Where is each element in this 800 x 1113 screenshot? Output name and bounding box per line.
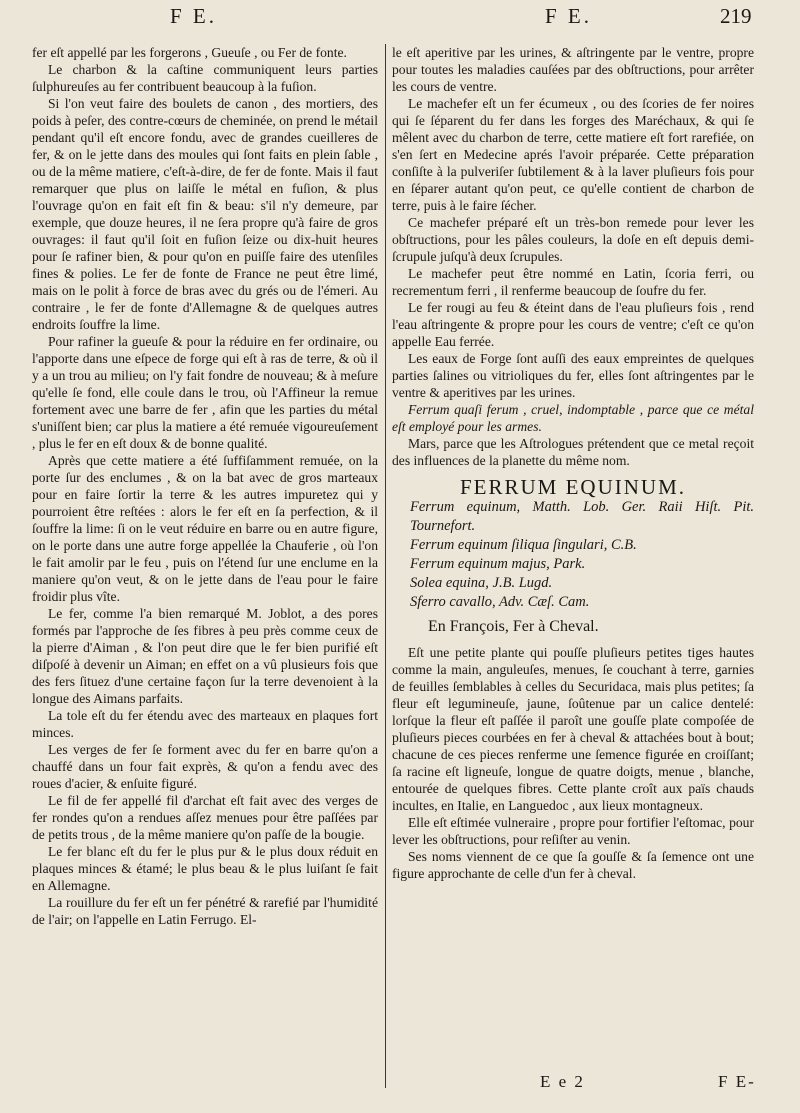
paragraph: Si l'on veut faire des boulets de canon , des mortiers, des poids à peſer, des contre-cœurs de cheminée, on prend le métail pendant qu'il eſt encore fondu, avec de grandes cueilleres de fer, & on le jette dans des moules qui ſont faits en plein ſable , ou de la même matiere, c'eſt-à-dire, de fer de fonte. Mais il faut remarquer que plus on laiſſe le métal en fuſion, & plus l'ouvrage qu'on en fait eſt fin & beau: s'il n'y demeure, par exemple, que douze heures, il ne ſera propre qu'à faire de gros ouvrages: il faut qu'il ſoit en fuſion ſeize ou dix-huit heures pour ſe rafiner bien, & pour qu'on en puiſſe faire des utenſiles fines & polies. Le fer de fonte de France ne peut être limé, mais on le polit à force de bras avec du grés ou de l'émeri. Au contraire , le fer de fonte d'Allemagne & de quelques autres endroits ſouffre la lime. — [32, 96, 378, 332]
paragraph: Le machefer eſt un fer écumeux , ou des ſcories de fer noires qui ſe ſéparent du fer dans les forges des Maréchaux, & qui ſe mêlent avec du charbon de terre, cette matiere eſt fort rarefiée, on s'en ſert en Medecine aprés l'avoir préparée. Cette préparation conſiſte à la pulveriſer ſubtilement & à la laver pluſieurs fois pour en ſéparer autant qu'on peut, ce qu'elle contient de charbon de terre, puis à le faire ſécher. — [392, 96, 754, 213]
paragraph: Ferrum quaſi ferum , cruel, indomptable , parce que ce métal eſt employé pour les armes. — [392, 402, 754, 434]
running-head-left: F E. — [170, 4, 218, 28]
synonym-entry: Ferrum equinum ſiliqua ſingulari, C.B. — [410, 537, 637, 553]
paragraph: Ses noms viennent de ce que ſa gouſſe & ſa ſemence ont une figure approchante de celle d'un fer à cheval. — [392, 849, 754, 881]
paragraph: le eſt aperitive par les urines, & aſtringente par le ventre, propre pour toutes les maladies cauſées par des obſtructions, pour arrêter les cours de ventre. — [392, 45, 754, 94]
paragraph: Les eaux de Forge ſont auſſi des eaux empreintes de quelques parties ſalines ou vitrioliques du fer, elles ſont aſtringentes par le ventre & aperitives par les urines. — [392, 351, 754, 400]
synonym-entry: Solea equina, J.B. Lugd. — [410, 575, 553, 591]
french-name: En François, Fer à Cheval. — [428, 618, 599, 635]
paragraph: La tole eſt du fer étendu avec des marteaux en plaques fort minces. — [32, 708, 378, 740]
paragraph: fer eſt appellé par les forgerons , Gueuſe , ou Fer de fonte. — [32, 45, 347, 60]
paragraph: Le fil de fer appellé fil d'archat eſt fait avec des verges de fer rondes qu'on a rendues aſſez menues pour être paſſées par de petits trous , de la même maniere qu'on paſſe de la bougie. — [32, 793, 378, 842]
left-column — [32, 44, 378, 928]
synonym-entry: Sferro cavallo, Adv. Cæſ. Cam. — [410, 594, 590, 610]
synonym-list — [392, 498, 754, 612]
paragraph: Le fer blanc eſt du fer le plus pur & le plus doux réduit en plaques minces & étamé; le plus beau & le plus luiſant ſe fait en Allemagne. — [32, 844, 378, 893]
page-number: 219 — [720, 4, 752, 28]
running-head-right: F E. — [545, 4, 593, 28]
paragraph: Elle eſt eſtimée vulneraire , propre pour fortifier l'eſtomac, pour lever les obſtructions, pour reſiſter au venin. — [392, 815, 754, 847]
paragraph: Le fer rougi au feu & éteint dans de l'eau pluſieurs fois , rend l'eau aſtringente & propre pour les cours de ventre; c'eſt ce qu'on appelle Eau ferrée. — [392, 300, 754, 349]
paragraph: Eſt une petite plante qui pouſſe pluſieurs petites tiges hautes comme la main, anguleuſes, menues, ſe couchant à terre, garnies de feuilles ſemblables à celles du Securidaca, mais plus petites; ſa fleur eſt legumineuſe, jaune, ſoûtenue par un calice dentelé: lorſque la fleur eſt paſſée il paroît une gouſſe plate compoſée de pluſieurs pieces courbées en fer à cheval & attachées bout à bout; chacune de ces pieces renferme une ſemence figurée en croiſſant; ſa racine eſt ligneuſe, longue de quatre doigts, menue , blanche, entourée de quelques fibres. Cette plante croît aux païs chauds incultes, en Italie, en Languedoc , aux lieux montagneux. — [392, 645, 754, 813]
paragraph: Le charbon & la caſtine communiquent leurs parties ſulphureuſes au fer contribuent beaucoup à la fuſion. — [32, 62, 378, 94]
catchword: F E- — [718, 1072, 756, 1091]
paragraph: Les verges de fer ſe forment avec du fer en barre qu'on a chauffé dans un four fait exprès, & qu'on a fendu avec des roues d'acier, & enſuite figuré. — [32, 742, 378, 791]
right-column — [392, 44, 754, 882]
paragraph: Le machefer peut être nommé en Latin, ſcoria ferri, ou recrementum ferri , il renferme beaucoup de ſoufre du fer. — [392, 266, 754, 298]
paragraph: Ce machefer préparé eſt un très-bon remede pour lever les obſtructions, pour les pâles couleurs, la doſe en eſt depuis demi-ſcrupule juſqu'à deux ſcrupules. — [392, 215, 754, 264]
column-divider — [385, 44, 386, 1088]
paragraph: La rouillure du fer eſt un fer pénétré & rarefié par l'humidité de l'air; on l'appelle en Latin Ferrugo. El- — [32, 895, 378, 927]
paragraph: Le fer, comme l'a bien remarqué M. Joblot, a des pores formés par l'approche de ſes fibres à peu près comme ceux de la pierre d'Aiman , & l'on peut dire que le fer bien purifié eſt diſpoſé à devenir un Aiman; en effet on a vû plusieurs fois que des fers ſituez d'une certaine façon ſur la terre devenoient à la longue des Aimans parfaits. — [32, 606, 378, 706]
paragraph: Mars, parce que les Aſtrologues prétendent que ce metal reçoit des influences de la planette du même nom. — [392, 436, 754, 468]
synonym-entry: Ferrum equinum majus, Park. — [410, 556, 586, 572]
paragraph: Pour rafiner la gueuſe & pour la réduire en fer ordinaire, ou l'apporte dans une eſpece de forge qui eſt à ras de terre, & où il y a un trou au milieu; on l'y fait fondre de nouveau; & à meſure qu'elle ſe fond, elle coule dans le trou, où l'Affineur la remue fortement avec une barre de fer , afin que les parties du métal s'uniſſent bien; car plus la matiere a été remuée vigoureuſement , plus le fer en eſt doux & de bonne qualité. — [32, 334, 378, 451]
paragraph: Après que cette matiere a été ſuffiſamment remuée, on la porte ſur des enclumes , & on la bat avec de gros marteaux pour en faire ſortir la terre & les autres impuretez qui y pourroient être reſtées : alors le fer eſt en ſa perfection, & il ſouffre la lime: ſi on le veut réduire en barre ou en autre figure, on le porte dans une autre forge appellée la Chauferie , où l'on le fait amolir par le feu , puis on l'étend ſur une enclume en la maniere qu'on veut, & on le jette dans de l'eau pour le faire froidir plus vîte. — [32, 453, 378, 604]
synonym-entry: Ferrum equinum, Matth. Lob. Ger. Raii Hiſt. Pit. Tournefort. — [410, 499, 754, 534]
signature-mark: E e 2 — [540, 1072, 585, 1091]
section-title: FERRUM EQUINUM. — [459, 475, 686, 499]
